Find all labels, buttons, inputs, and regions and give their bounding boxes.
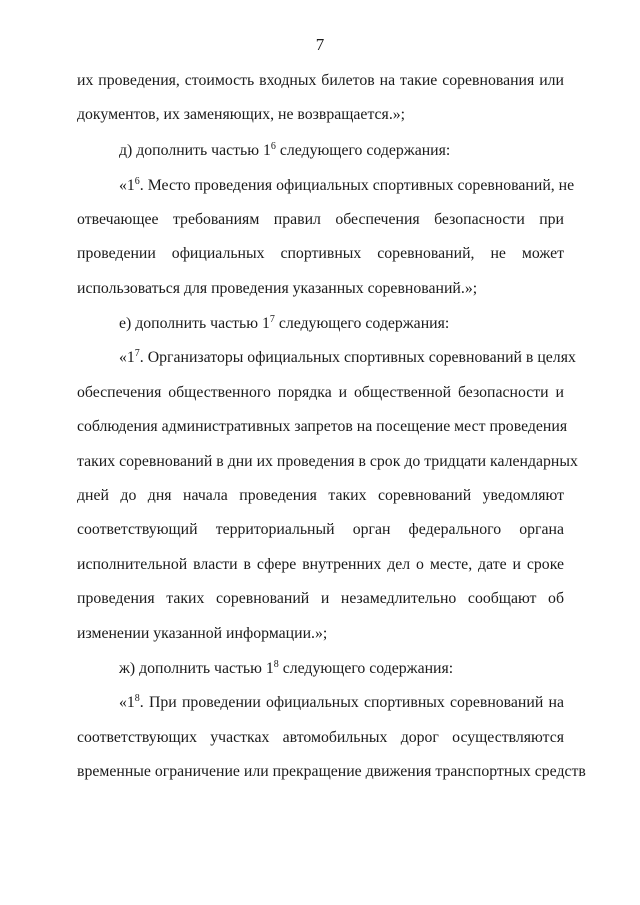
text-line: таких соревнований в дни их проведения в срок до тридцати календарных: [77, 453, 578, 470]
text-line: документов, их заменяющих, не возвращается.»;: [77, 106, 406, 123]
text-line: соблюдения административных запретов на посещение мест проведения: [77, 418, 568, 435]
text-line: исполнительной власти в сфере внутренних дел о месте, дате и сроке: [77, 556, 564, 573]
text-line: «$1^7$. Организаторы официальных спортивных соревнований в целях: [119, 348, 576, 366]
text-line: отвечающее требованиям правил обеспечения безопасности при: [77, 211, 564, 228]
text-line: их проведения, стоимость входных билетов на такие соревнования или: [77, 72, 564, 89]
text-line: изменении указанной информации.»;: [77, 625, 328, 642]
text-line: д) дополнить частью $1^6$ следующего содержания:: [119, 141, 451, 159]
superscript: 6: [134, 176, 140, 187]
text-line: обеспечения общественного порядка и общественной безопасности и: [77, 384, 564, 401]
text-line: соответствующих участках автомобильных дорог осуществляются: [77, 729, 564, 746]
superscript: 8: [134, 693, 140, 704]
text-line: е) дополнить частью $1^7$ следующего содержания:: [119, 314, 450, 332]
text-line: ж) дополнить частью $1^8$ следующего содержания:: [119, 659, 454, 677]
superscript: 8: [273, 659, 279, 670]
text-line: проведении официальных спортивных соревнований, не может: [77, 245, 564, 262]
superscript: 7: [269, 314, 275, 325]
superscript: 7: [134, 348, 140, 359]
text-line: проведения таких соревнований и незамедлительно сообщают об: [77, 590, 564, 607]
text-line: использоваться для проведения указанных соревнований.»;: [77, 280, 478, 297]
text-line: «$1^6$. Место проведения официальных спортивных соревнований, не: [119, 176, 575, 194]
text-line: дней до дня начала проведения таких соревнований уведомляют: [77, 487, 564, 504]
superscript: 6: [270, 141, 276, 152]
page-number: 7: [315, 35, 325, 54]
text-line: соответствующий территориальный орган федерального органа: [77, 521, 564, 538]
text-line: «$1^8$. При проведении официальных спортивных соревнований на: [119, 693, 564, 711]
text-line: временные ограничение или прекращение движения транспортных средств: [77, 763, 586, 780]
